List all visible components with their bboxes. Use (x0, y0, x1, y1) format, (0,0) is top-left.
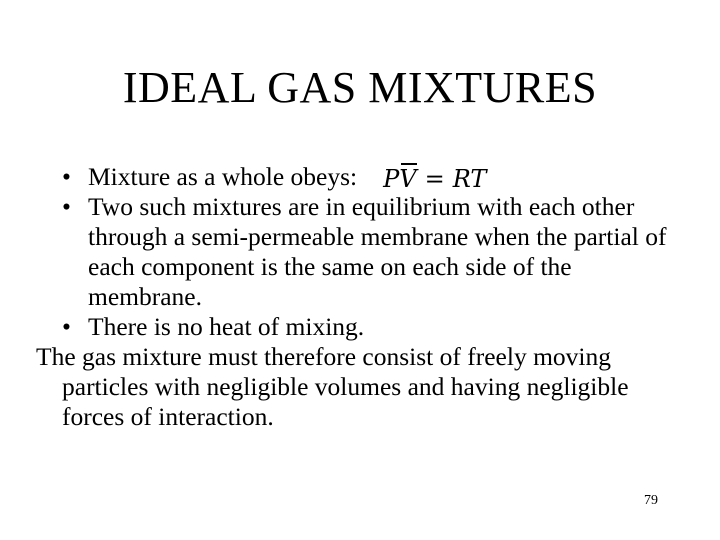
bullet-marker: • (62, 192, 71, 221)
bullet-text: Two such mixtures are in equilibrium with each other through a semi-permeable membrane when the partial of each component is the same on each side of the membrane. (88, 192, 667, 311)
formula-rhs: RT (452, 165, 487, 193)
formula-p: P (383, 165, 400, 193)
bullet-item-1 (62, 162, 682, 192)
formula-v-bar: V (399, 165, 417, 193)
bullet-text: There is no heat of mixing. (88, 312, 365, 341)
page-number: 79 (644, 493, 658, 508)
conclusion-text: The gas mixture must therefore consist of freely moving particles with negligible volumes and having negligible forces of interaction. (36, 342, 629, 431)
bullet-item-3 (62, 312, 682, 342)
slide-title: IDEAL GAS MIXTURES (122, 63, 598, 112)
bullet-marker: • (62, 162, 71, 191)
formula-equals: = (424, 165, 445, 193)
bullet-item-2 (62, 192, 682, 312)
ideal-gas-formula (383, 164, 486, 194)
slide-body (36, 162, 682, 432)
bullet-marker: • (62, 312, 71, 341)
bullet-text: Mixture as a whole obeys: (88, 162, 358, 191)
